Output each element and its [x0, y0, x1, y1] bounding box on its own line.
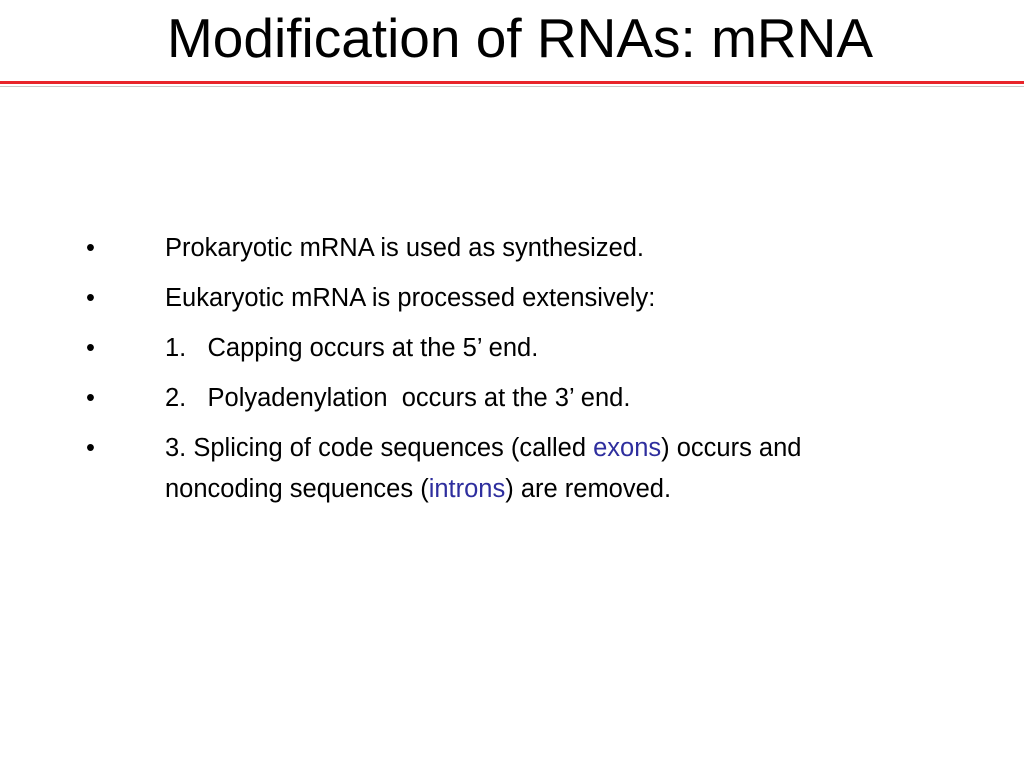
title-divider-gray-line: [0, 86, 1024, 87]
bullet-item-capping: [86, 328, 906, 369]
term-exons: exons: [593, 434, 662, 462]
bullet-mark: •: [86, 434, 95, 462]
bullet-mark: •: [86, 384, 95, 412]
bullet-mark: •: [86, 334, 95, 362]
bullet-mark: •: [86, 284, 95, 312]
bullet-item-prokaryotic: [86, 228, 906, 269]
bullet-text-part: ) occurs and noncoding sequences (: [165, 434, 802, 503]
bullet-text-part: 3. Splicing of code sequences (called: [165, 434, 594, 462]
bullet-item-polyadenylation: [86, 378, 906, 419]
bullet-text: Eukaryotic mRNA is processed extensively:: [165, 284, 656, 312]
term-introns: introns: [428, 475, 506, 503]
bullet-list: [86, 228, 906, 519]
bullet-text: Prokaryotic mRNA is used as synthesized.: [165, 234, 645, 262]
bullet-item-eukaryotic: [86, 278, 906, 319]
slide-title: Modification of RNAs: mRNA: [166, 7, 874, 69]
title-divider: [0, 81, 1024, 90]
title-divider-red-line: [0, 81, 1024, 84]
bullet-text: 2. Polyadenylation occurs at the 3’ end.: [165, 384, 631, 412]
bullet-text: 1. Capping occurs at the 5’ end.: [165, 334, 539, 362]
bullet-mark: •: [86, 234, 95, 262]
bullet-item-splicing: [86, 428, 906, 510]
bullet-text-splicing: [165, 434, 801, 503]
bullet-text-part: ) are removed.: [505, 475, 672, 503]
